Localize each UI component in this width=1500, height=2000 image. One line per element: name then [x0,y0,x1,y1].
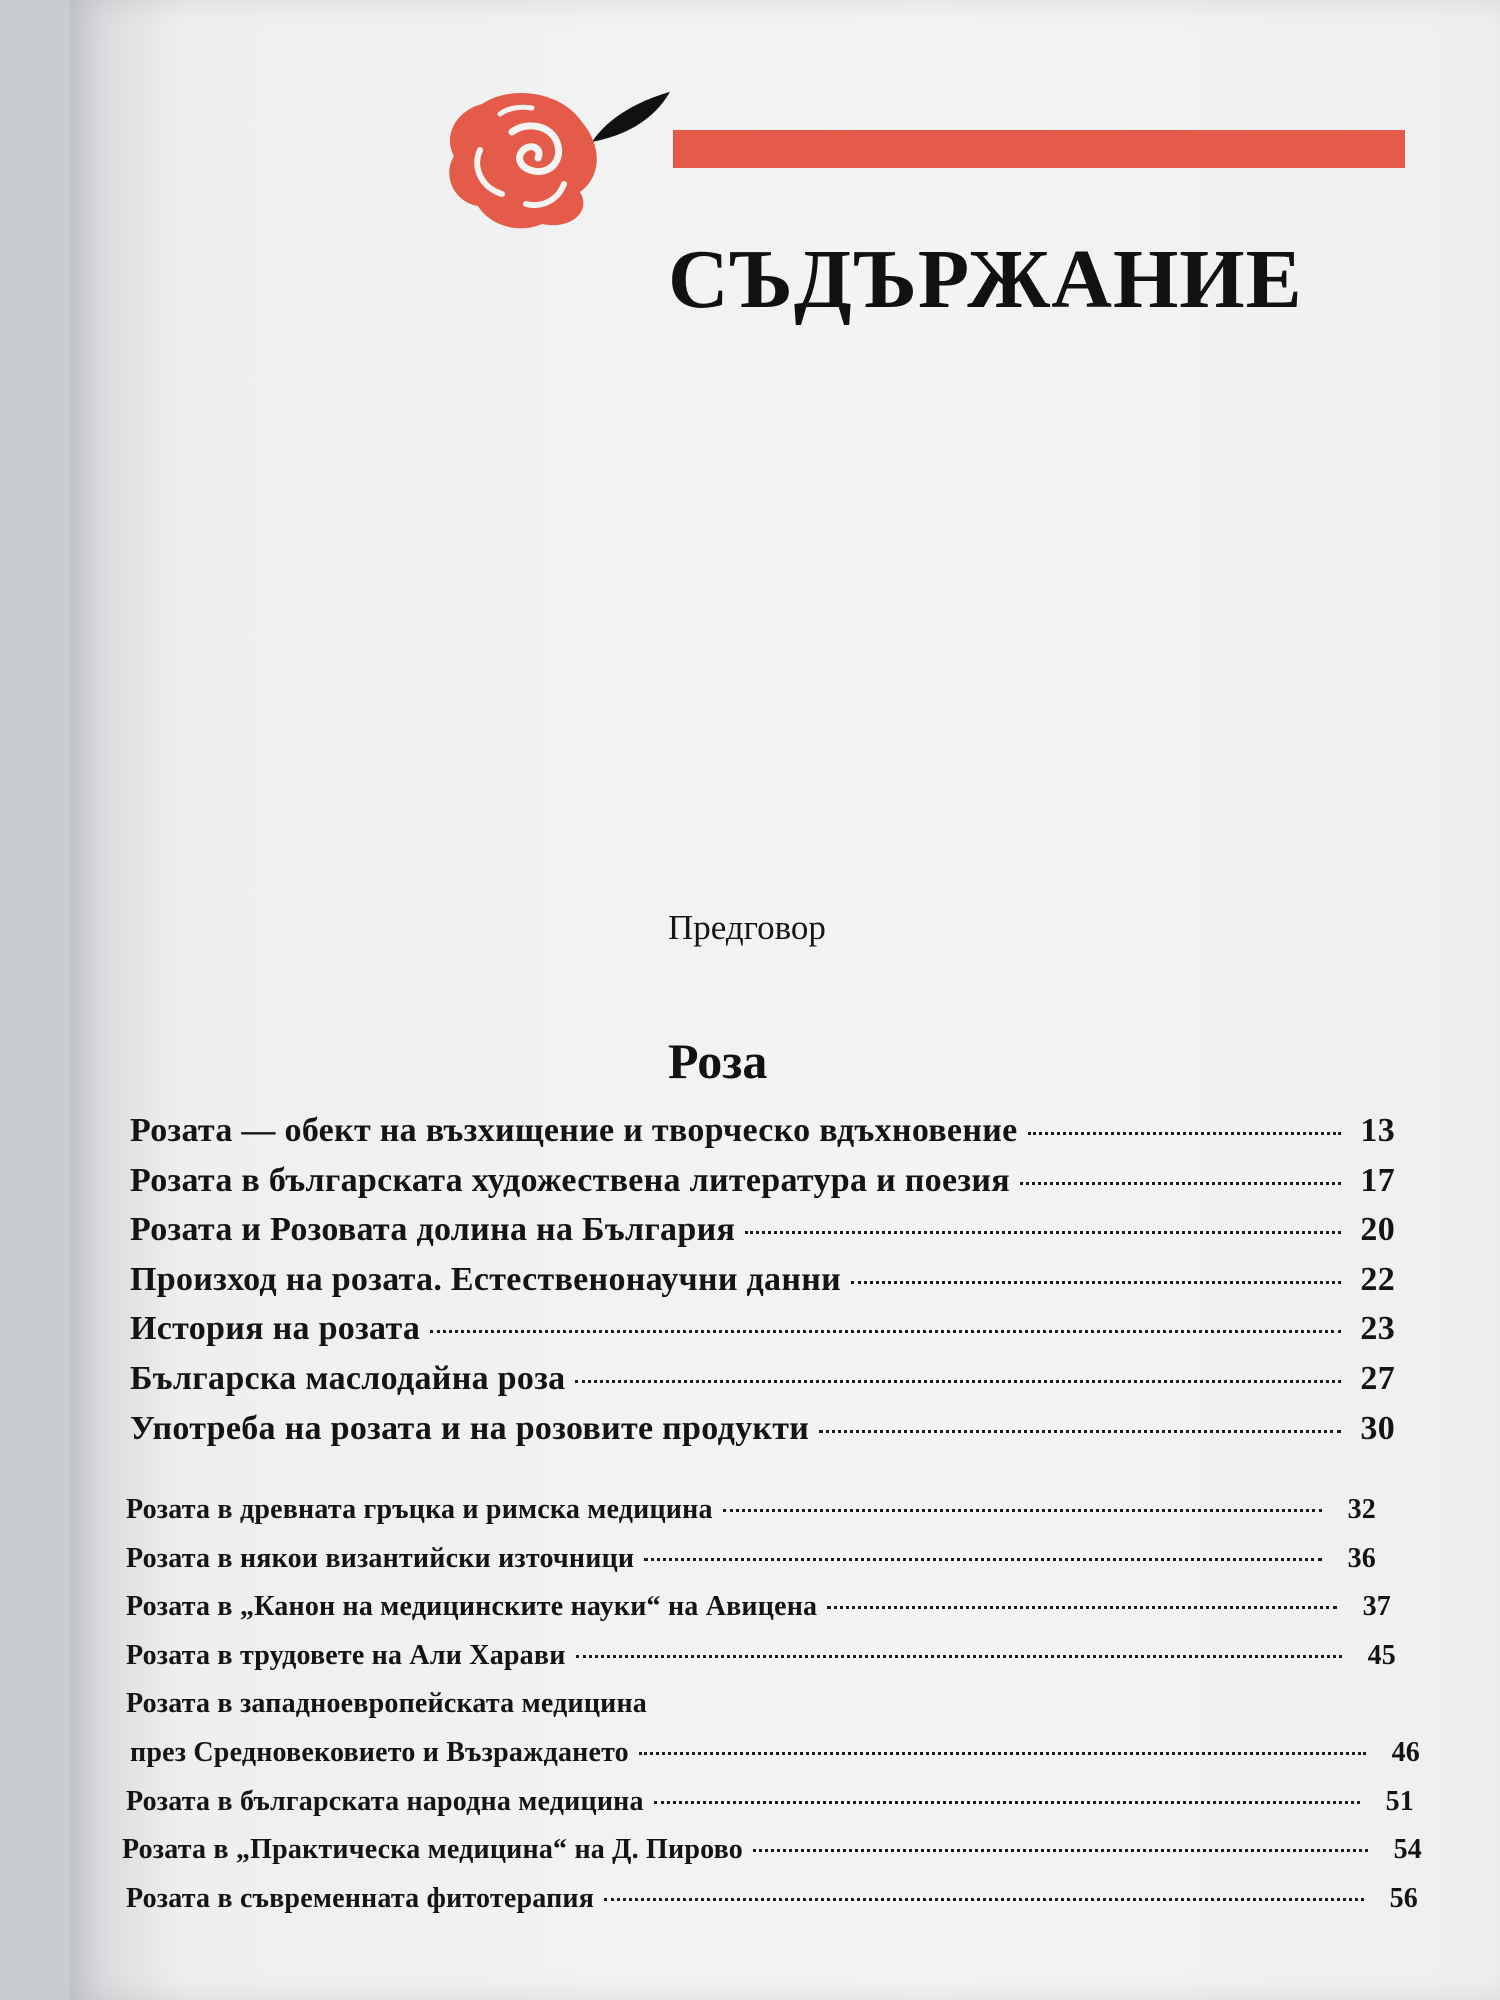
toc-entry [130,1737,1420,1769]
toc-entry-title: История на розата [130,1310,421,1348]
toc-entry [130,1410,1395,1448]
toc-entry-page: 37 [1362,1591,1391,1623]
toc-entry-page: 56 [1389,1882,1418,1914]
toc-leader-dots [827,1606,1337,1609]
toc-entry [130,1211,1395,1249]
toc-leader-dots [723,1509,1322,1512]
toc-entry [126,1591,1391,1623]
toc-entry-title: Розата в някои византийски източници [126,1542,635,1574]
toc-entry-page: 46 [1391,1737,1420,1768]
toc-leader-dots [644,1558,1322,1561]
toc-entry [126,1640,1396,1672]
toc-leader-dots [745,1231,1341,1234]
toc-leader-dots [753,1849,1368,1852]
book-page [70,0,1500,2000]
toc-entry-title: Розата в съвременната фитотерапия [126,1882,595,1914]
toc-entry-page: 54 [1393,1834,1422,1866]
toc-entry-page: 23 [1360,1310,1395,1348]
toc-entry [126,1494,1376,1526]
toc-entry-title: Розата в древната гръцка и римска медицина [126,1494,713,1525]
toc-entry-page: 51 [1385,1785,1414,1817]
toc-leader-dots [819,1430,1341,1433]
toc-leader-dots [1020,1182,1341,1185]
section-heading: Роза [668,1033,768,1089]
toc-entry-title: Розата — обект на възхищение и творческо вдъхновение [130,1112,1018,1149]
toc-entry-page: 32 [1347,1494,1376,1525]
rose-icon [442,84,672,234]
toc-entry [126,1883,1418,1915]
toc-entry-page: 17 [1360,1161,1395,1199]
toc-leader-dots [576,1655,1342,1658]
toc-entry [130,1360,1395,1398]
toc-leader-dots [639,1752,1366,1755]
toc-entry-page: 13 [1360,1112,1395,1149]
toc-entry-page: 45 [1367,1639,1396,1671]
toc-entry-page: 22 [1360,1260,1395,1298]
toc-entry-page: 36 [1347,1542,1376,1574]
toc-entry-title: Розата в западноевропейската медицина [126,1688,648,1720]
toc-leader-dots [851,1281,1341,1284]
toc-entry-title: Розата в българската художествена литература и поезия [130,1161,1010,1199]
toc-leader-dots [654,1801,1360,1804]
preface-heading: Предговор [668,908,826,947]
toc-entry-title: Розата в трудовете на Али Харави [126,1639,566,1671]
toc-entry-page: 30 [1360,1409,1395,1447]
toc-entry [126,1543,1376,1575]
header-stripe [673,130,1405,168]
page-title: СЪДЪРЖАНИЕ [668,233,1303,326]
toc-leader-dots [430,1330,1341,1333]
toc-entry [126,1688,1396,1720]
toc-entry [130,1112,1395,1150]
toc-entry [130,1261,1395,1299]
toc-entry-title: Българска маслодайна роза [130,1360,566,1397]
toc-entry [122,1834,1422,1866]
toc-entry-title: Розата в „Канон на медицинските науки“ на Авицена [126,1591,818,1623]
toc-entry-title: Употреба на розата и на розовите продукти [130,1409,810,1447]
toc-entry-title: през Средновековието и Възраждането [130,1737,629,1768]
toc-entry [130,1162,1395,1200]
toc-leader-dots [1028,1132,1342,1135]
toc-entry-title: Произход на розата. Естественонаучни данни [130,1260,842,1298]
toc-entry-title: Розата в „Практическа медицина“ на Д. Пирово [122,1834,743,1866]
toc-entry-page: 20 [1360,1211,1395,1249]
toc-leader-dots [604,1898,1364,1901]
toc-entry-page: 27 [1360,1360,1395,1397]
toc-entry [126,1786,1414,1818]
toc-leader-dots [575,1380,1341,1383]
toc-entry-title: Розата в българската народна медицина [126,1785,644,1817]
toc-entry [130,1310,1395,1348]
toc-entry-title: Розата и Розовата долина на България [130,1211,736,1249]
